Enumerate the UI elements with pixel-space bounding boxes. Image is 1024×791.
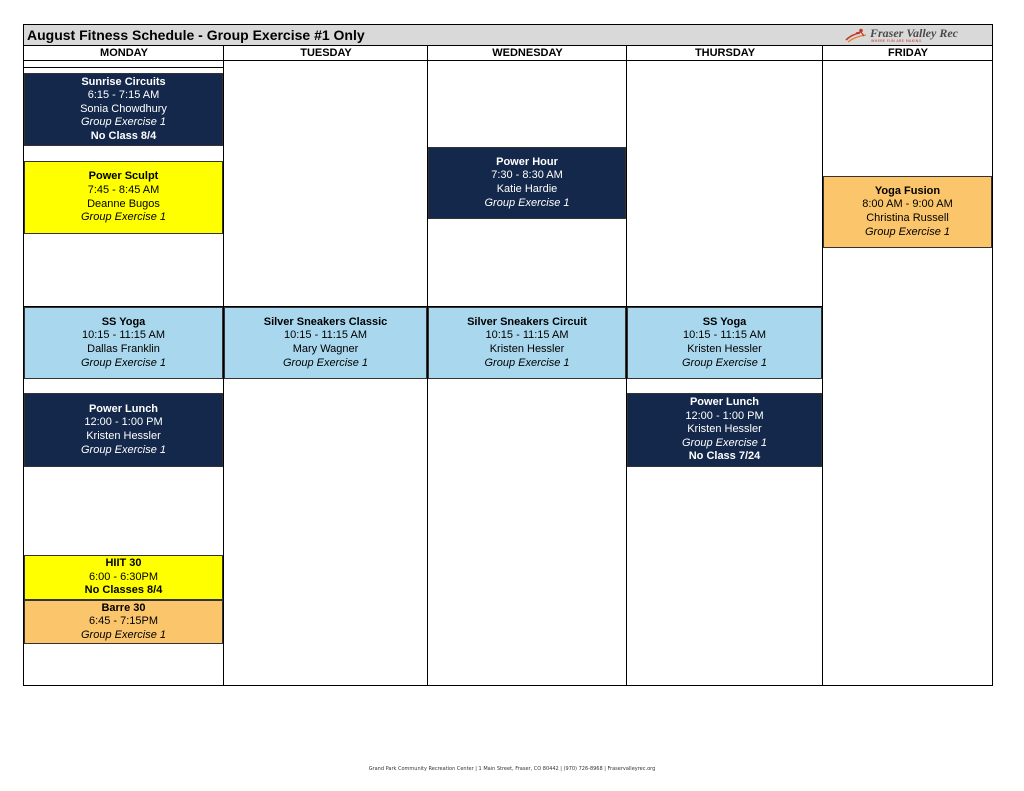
class-time: 10:15 - 11:15 AM xyxy=(485,329,569,342)
schedule-sheet xyxy=(23,24,993,686)
class-name: Power Lunch xyxy=(88,402,159,415)
class-time: 6:15 - 7:15 AM xyxy=(87,89,160,102)
class-time: 10:15 - 11:15 AM xyxy=(683,329,766,342)
class-note: No Classes 8/4 xyxy=(84,584,163,597)
class-time: 6:45 - 7:15PM xyxy=(88,615,159,628)
footer-contact: Grand Park Community Recreation Center | 1 Main Street, Fraser, CO 80442 | (970) 726-8968 | Fraservalleyrec.org xyxy=(368,766,656,772)
column-divider xyxy=(822,45,823,685)
class-name: Power Hour xyxy=(496,155,558,168)
day-header-tuesday: TUESDAY xyxy=(300,47,352,59)
class-block-power-sculpt[interactable] xyxy=(24,161,223,234)
class-instructor: Christina Russell xyxy=(866,212,949,224)
class-time: 7:30 - 8:30 AM xyxy=(491,169,563,182)
class-block-silver-sneakers-classic[interactable] xyxy=(224,307,427,379)
class-block-ss-yoga-thursday[interactable] xyxy=(627,307,822,379)
day-header-monday: MONDAY xyxy=(100,47,148,59)
class-name: Silver Sneakers Circuit xyxy=(467,315,587,328)
class-room: Group Exercise 1 xyxy=(81,443,166,456)
class-room: Group Exercise 1 xyxy=(682,356,767,369)
day-header-row xyxy=(23,45,993,61)
class-time: 10:15 - 11:15 AM xyxy=(284,329,367,342)
class-name: SS Yoga xyxy=(101,315,146,328)
class-room: Group Exercise 1 xyxy=(81,356,166,369)
class-block-power-lunch-thursday[interactable] xyxy=(627,393,822,467)
class-room: Group Exercise 1 xyxy=(682,436,767,449)
class-instructor: Dallas Franklin xyxy=(87,343,160,355)
class-room: Group Exercise 1 xyxy=(484,196,570,209)
class-block-silver-sneakers-circuit[interactable] xyxy=(428,307,626,379)
class-room: Group Exercise 1 xyxy=(484,356,570,369)
class-room: Group Exercise 1 xyxy=(81,211,166,224)
class-instructor: Kristen Hessler xyxy=(86,430,161,442)
class-block-sunrise-circuits[interactable] xyxy=(24,73,223,146)
class-block-hiit-30[interactable] xyxy=(24,555,223,600)
class-name: SS Yoga xyxy=(702,315,747,328)
class-note: No Class 7/24 xyxy=(688,450,761,463)
class-instructor: Katie Hardie xyxy=(496,183,558,195)
class-instructor: Kristen Hessler xyxy=(687,423,762,436)
day-header-wednesday: WEDNESDAY xyxy=(492,47,563,59)
class-instructor: Kristen Hessler xyxy=(687,343,762,355)
logo-tagline: WHERE FUN ARE MAKING xyxy=(871,39,922,43)
class-time: 7:45 - 8:45 AM xyxy=(87,183,160,196)
class-instructor: Sonia Chowdhury xyxy=(80,102,167,115)
class-instructor: Mary Wagner xyxy=(292,343,359,355)
class-time: 8:00 AM - 9:00 AM xyxy=(862,198,953,211)
class-name: Barre 30 xyxy=(101,601,146,614)
fraser-valley-rec-logo xyxy=(844,25,956,45)
class-name: Power Lunch xyxy=(689,396,760,409)
class-room: Group Exercise 1 xyxy=(81,116,166,129)
row-divider xyxy=(23,67,223,68)
class-name: HIIT 30 xyxy=(105,557,142,570)
title-bar xyxy=(23,24,993,45)
class-block-barre-30[interactable] xyxy=(24,600,223,644)
class-time: 6:00 - 6:30PM xyxy=(88,570,159,583)
class-block-ss-yoga-monday[interactable] xyxy=(24,307,223,379)
class-block-power-lunch-monday[interactable] xyxy=(24,393,223,467)
class-time: 12:00 - 1:00 PM xyxy=(84,416,163,429)
class-name: Silver Sneakers Classic xyxy=(263,315,388,328)
class-room: Group Exercise 1 xyxy=(865,225,950,238)
class-instructor: Deanne Bugos xyxy=(87,197,160,210)
class-block-power-hour[interactable] xyxy=(428,147,626,219)
class-name: Power Sculpt xyxy=(88,170,159,183)
logo-wordmark: Fraser Valley Rec xyxy=(870,26,958,40)
class-block-yoga-fusion[interactable] xyxy=(823,176,992,248)
day-header-friday: FRIDAY xyxy=(888,47,928,59)
class-instructor: Kristen Hessler xyxy=(489,343,565,355)
class-time: 12:00 - 1:00 PM xyxy=(685,409,764,422)
page-title: August Fitness Schedule - Group Exercise #1 Only xyxy=(27,27,365,43)
class-room: Group Exercise 1 xyxy=(283,356,368,369)
class-room: Group Exercise 1 xyxy=(81,628,166,641)
class-note: No Class 8/4 xyxy=(90,129,157,142)
day-header-thursday: THURSDAY xyxy=(694,47,756,59)
logo-figure-icon xyxy=(844,27,870,43)
class-name: Yoga Fusion xyxy=(874,184,941,197)
class-name: Sunrise Circuits xyxy=(81,75,166,88)
class-time: 10:15 - 11:15 AM xyxy=(82,329,165,342)
